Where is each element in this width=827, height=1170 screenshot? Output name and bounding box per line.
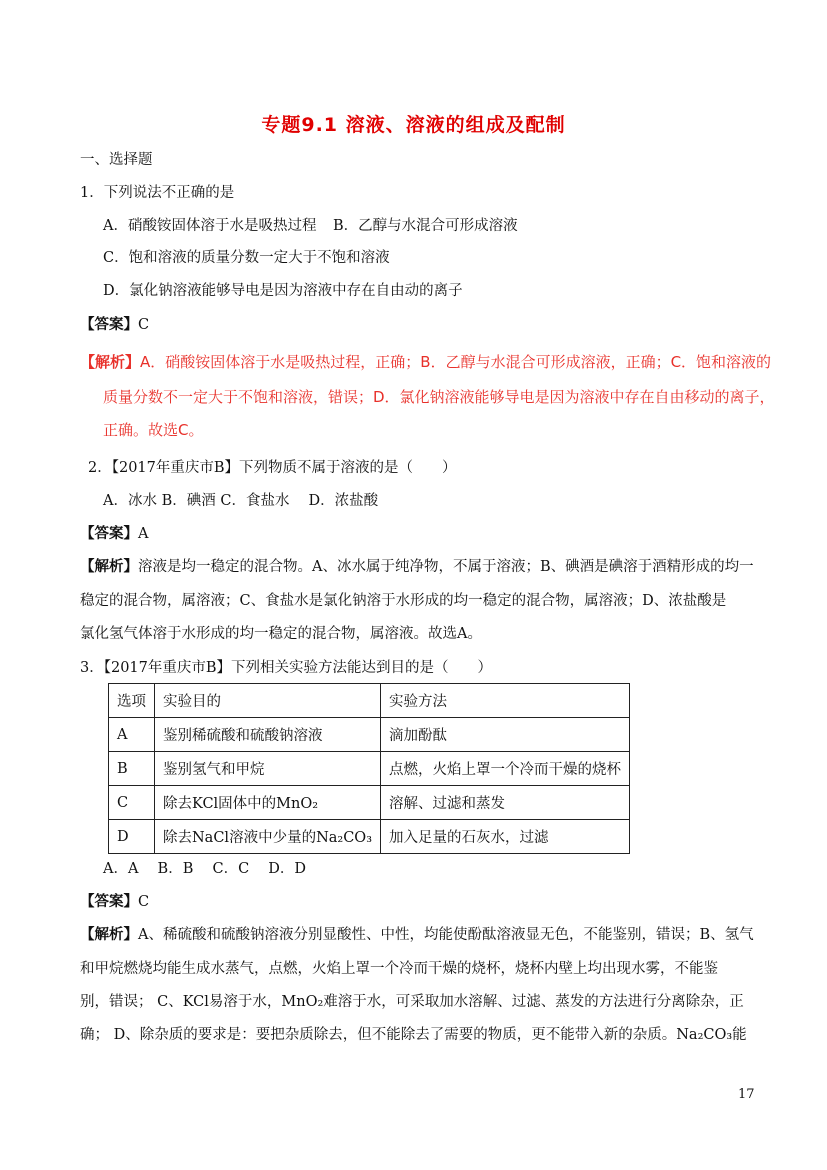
q3-analysis-line-2: 和甲烷燃烧均能生成水蒸气，点燃，火焰上罩一个冷而干燥的烧杯，烧杯内壁上均出现水雾，不能鉴 — [80, 961, 718, 977]
answer-tag: 【答案】 — [80, 525, 138, 542]
q1-option-d: D．氯化钠溶液能够导电是因为溶液中存在自由动的离子 — [103, 283, 463, 299]
table-cell: B — [109, 752, 155, 786]
q1-answer — [80, 315, 149, 335]
answer-tag: 【答案】 — [80, 893, 138, 910]
q2-analysis-line-1 — [80, 557, 754, 577]
table-row — [109, 718, 630, 752]
page-number: 17 — [738, 1087, 755, 1102]
table-cell: D — [109, 820, 155, 854]
answer-value: C — [138, 894, 150, 910]
analysis-tag: 【解析】 — [80, 353, 141, 371]
table-header: 实验方法 — [381, 684, 630, 718]
table-cell: 除去KCl固体中的MnO₂ — [155, 786, 381, 820]
q1-stem: 1．下列说法不正确的是 — [80, 185, 235, 201]
q1-option-c: C．饱和溶液的质量分数一定大于不饱和溶液 — [103, 250, 390, 266]
experiment-table — [108, 683, 630, 854]
table-row — [109, 786, 630, 820]
table-cell: C — [109, 786, 155, 820]
q2-answer — [80, 524, 148, 544]
table-cell: 鉴别氢气和甲烷 — [155, 752, 381, 786]
table-cell: 鉴别稀硫酸和硫酸钠溶液 — [155, 718, 381, 752]
table-header-row — [109, 684, 630, 718]
q3-analysis-line-1 — [80, 925, 754, 945]
q1-option-b: B．乙醇与水混合可形成溶液 — [333, 218, 518, 234]
q2-analysis-line-3: 氯化氢气体溶于水形成的均一稳定的混合物，属溶液。故选A。 — [80, 626, 482, 642]
table-header: 选项 — [109, 684, 155, 718]
analysis-tag: 【解析】 — [80, 926, 138, 943]
table-cell: 点燃，火焰上罩一个冷而干燥的烧杯 — [381, 752, 630, 786]
q1-analysis-line-1 — [80, 352, 771, 372]
q2-stem: 2．【2017年重庆市B】下列物质不属于溶液的是（ ） — [88, 460, 457, 476]
q2-options: A．冰水 B．碘酒 C．食盐水 D．浓盐酸 — [103, 493, 379, 509]
q2-analysis-line-2: 稳定的混合物，属溶液；C、食盐水是氯化钠溶于水形成的均一稳定的混合物，属溶液；D、浓盐酸是 — [80, 593, 727, 609]
table-cell: 溶解、过滤和蒸发 — [381, 786, 630, 820]
q3-analysis-line-3: 别，错误； C、KCl易溶于水，MnO₂难溶于水，可采取加水溶解、过滤、蒸发的方法进行分离除杂，正 — [80, 994, 744, 1010]
table-cell: A — [109, 718, 155, 752]
analysis-text: A．硝酸铵固体溶于水是吸热过程，正确；B．乙醇与水混合可形成溶液，正确；C．饱和溶液的 — [140, 353, 772, 371]
page-title: 专题9.1 溶液、溶液的组成及配制 — [261, 114, 566, 136]
table-row — [109, 820, 630, 854]
table-row — [109, 752, 630, 786]
q3-analysis-line-4: 确； D、除杂质的要求是：要把杂质除去，但不能除去了需要的物质，更不能带入新的杂质。Na₂CO₃能 — [80, 1027, 747, 1043]
analysis-text: A、稀硫酸和硫酸钠溶液分别显酸性、中性，均能使酚酞溶液显无色，不能鉴别，错误；B、氢气 — [138, 927, 754, 943]
q1-options-row-1 — [103, 216, 703, 236]
q3-answer — [80, 892, 149, 912]
q1-analysis-line-3: 正确。故选C。 — [103, 421, 204, 439]
analysis-text: 溶液是均一稳定的混合物。A、冰水属于纯净物，不属于溶液；B、碘酒是碘溶于酒精形成的均一 — [138, 559, 754, 575]
table-cell: 除去NaCl溶液中少量的Na₂CO₃ — [155, 820, 381, 854]
table-cell: 滴加酚酞 — [381, 718, 630, 752]
q3-options: A．A B．B C．C D．D — [103, 861, 307, 877]
table-header: 实验目的 — [155, 684, 381, 718]
q3-stem: 3．【2017年重庆市B】下列相关实验方法能达到目的是（ ） — [80, 660, 493, 676]
answer-value: A — [138, 526, 149, 542]
table-cell: 加入足量的石灰水，过滤 — [381, 820, 630, 854]
analysis-tag: 【解析】 — [80, 558, 138, 575]
section-heading: 一、选择题 — [80, 152, 153, 168]
answer-value: C — [138, 317, 150, 333]
q1-option-a: A．硝酸铵固体溶于水是吸热过程 — [103, 218, 317, 234]
answer-tag: 【答案】 — [80, 316, 138, 333]
q1-analysis-line-2: 质量分数不一定大于不饱和溶液，错误；D．氯化钠溶液能够导电是因为溶液中存在自由移动的离子， — [103, 388, 775, 406]
